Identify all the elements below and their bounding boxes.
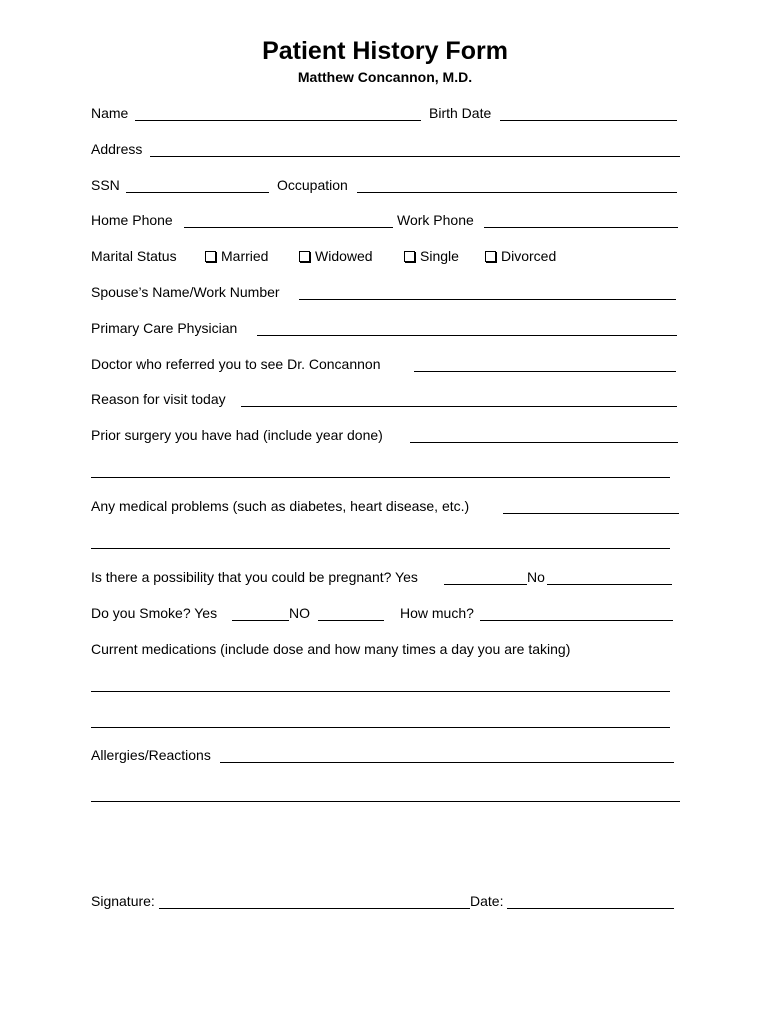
divorced-checkbox[interactable] (485, 251, 496, 262)
home-phone-field[interactable] (184, 227, 393, 228)
signature-field[interactable] (159, 908, 470, 909)
medications-field-line-2[interactable] (91, 727, 670, 728)
reason-field[interactable] (241, 406, 677, 407)
prior-surgery-field[interactable] (410, 442, 678, 443)
home-phone-label: Home Phone (91, 212, 173, 228)
pregnant-yes-field[interactable] (444, 584, 527, 585)
referral-field[interactable] (414, 371, 676, 372)
smoke-yes-field[interactable] (232, 620, 289, 621)
widowed-label: Widowed (315, 248, 373, 264)
address-field[interactable] (150, 156, 680, 157)
single-option[interactable] (404, 248, 459, 264)
prior-surgery-field-line-2[interactable] (91, 477, 670, 478)
pregnant-no-field[interactable] (547, 584, 672, 585)
referral-label: Doctor who referred you to see Dr. Concannon (91, 356, 381, 372)
medications-field-line-1[interactable] (91, 691, 670, 692)
prior-surgery-label: Prior surgery you have had (include year done) (91, 427, 383, 443)
work-phone-label: Work Phone (397, 212, 474, 228)
smoke-no-label: NO (289, 605, 310, 621)
occupation-label: Occupation (277, 177, 348, 193)
address-label: Address (91, 141, 143, 157)
birth-date-label: Birth Date (429, 105, 492, 121)
name-field[interactable] (135, 120, 421, 121)
how-much-field[interactable] (480, 620, 673, 621)
primary-care-field[interactable] (257, 335, 677, 336)
primary-care-label: Primary Care Physician (91, 320, 238, 336)
reason-label: Reason for visit today (91, 391, 226, 407)
date-field[interactable] (507, 908, 674, 909)
medical-problems-label: Any medical problems (such as diabetes, heart disease, etc.) (91, 498, 470, 514)
birth-date-field[interactable] (500, 120, 677, 121)
allergies-label: Allergies/Reactions (91, 747, 211, 763)
medications-label: Current medications (include dose and how many times a day you are taking) (91, 641, 571, 657)
widowed-option[interactable] (299, 248, 373, 264)
married-label: Married (221, 248, 269, 264)
allergies-field[interactable] (220, 762, 674, 763)
medical-problems-field-line-2[interactable] (91, 548, 670, 549)
single-label: Single (420, 248, 459, 264)
smoke-no-field[interactable] (318, 620, 384, 621)
pregnant-label: Is there a possibility that you could be pregnant? Yes (91, 569, 418, 585)
single-checkbox[interactable] (404, 251, 415, 262)
divorced-label: Divorced (501, 248, 557, 264)
occupation-field[interactable] (357, 192, 677, 193)
ssn-field[interactable] (126, 192, 269, 193)
widowed-checkbox[interactable] (299, 251, 310, 262)
form-title: Patient History Form (262, 37, 508, 65)
allergies-field-line-2[interactable] (91, 801, 680, 802)
medical-problems-field[interactable] (503, 513, 679, 514)
spouse-label: Spouse’s Name/Work Number (91, 284, 280, 300)
divorced-option[interactable] (485, 248, 556, 264)
ssn-label: SSN (91, 177, 120, 193)
pregnant-no-label: No (527, 569, 545, 585)
work-phone-field[interactable] (484, 227, 678, 228)
how-much-label: How much? (400, 605, 474, 621)
signature-label: Signature: (91, 893, 155, 909)
doctor-name: Matthew Concannon, M.D. (297, 69, 473, 85)
date-label: Date: (470, 893, 504, 909)
marital-status-label: Marital Status (91, 248, 177, 264)
spouse-field[interactable] (299, 299, 676, 300)
name-label: Name (91, 105, 129, 121)
married-option[interactable] (205, 248, 268, 264)
smoke-label: Do you Smoke? Yes (91, 605, 218, 621)
married-checkbox[interactable] (205, 251, 216, 262)
